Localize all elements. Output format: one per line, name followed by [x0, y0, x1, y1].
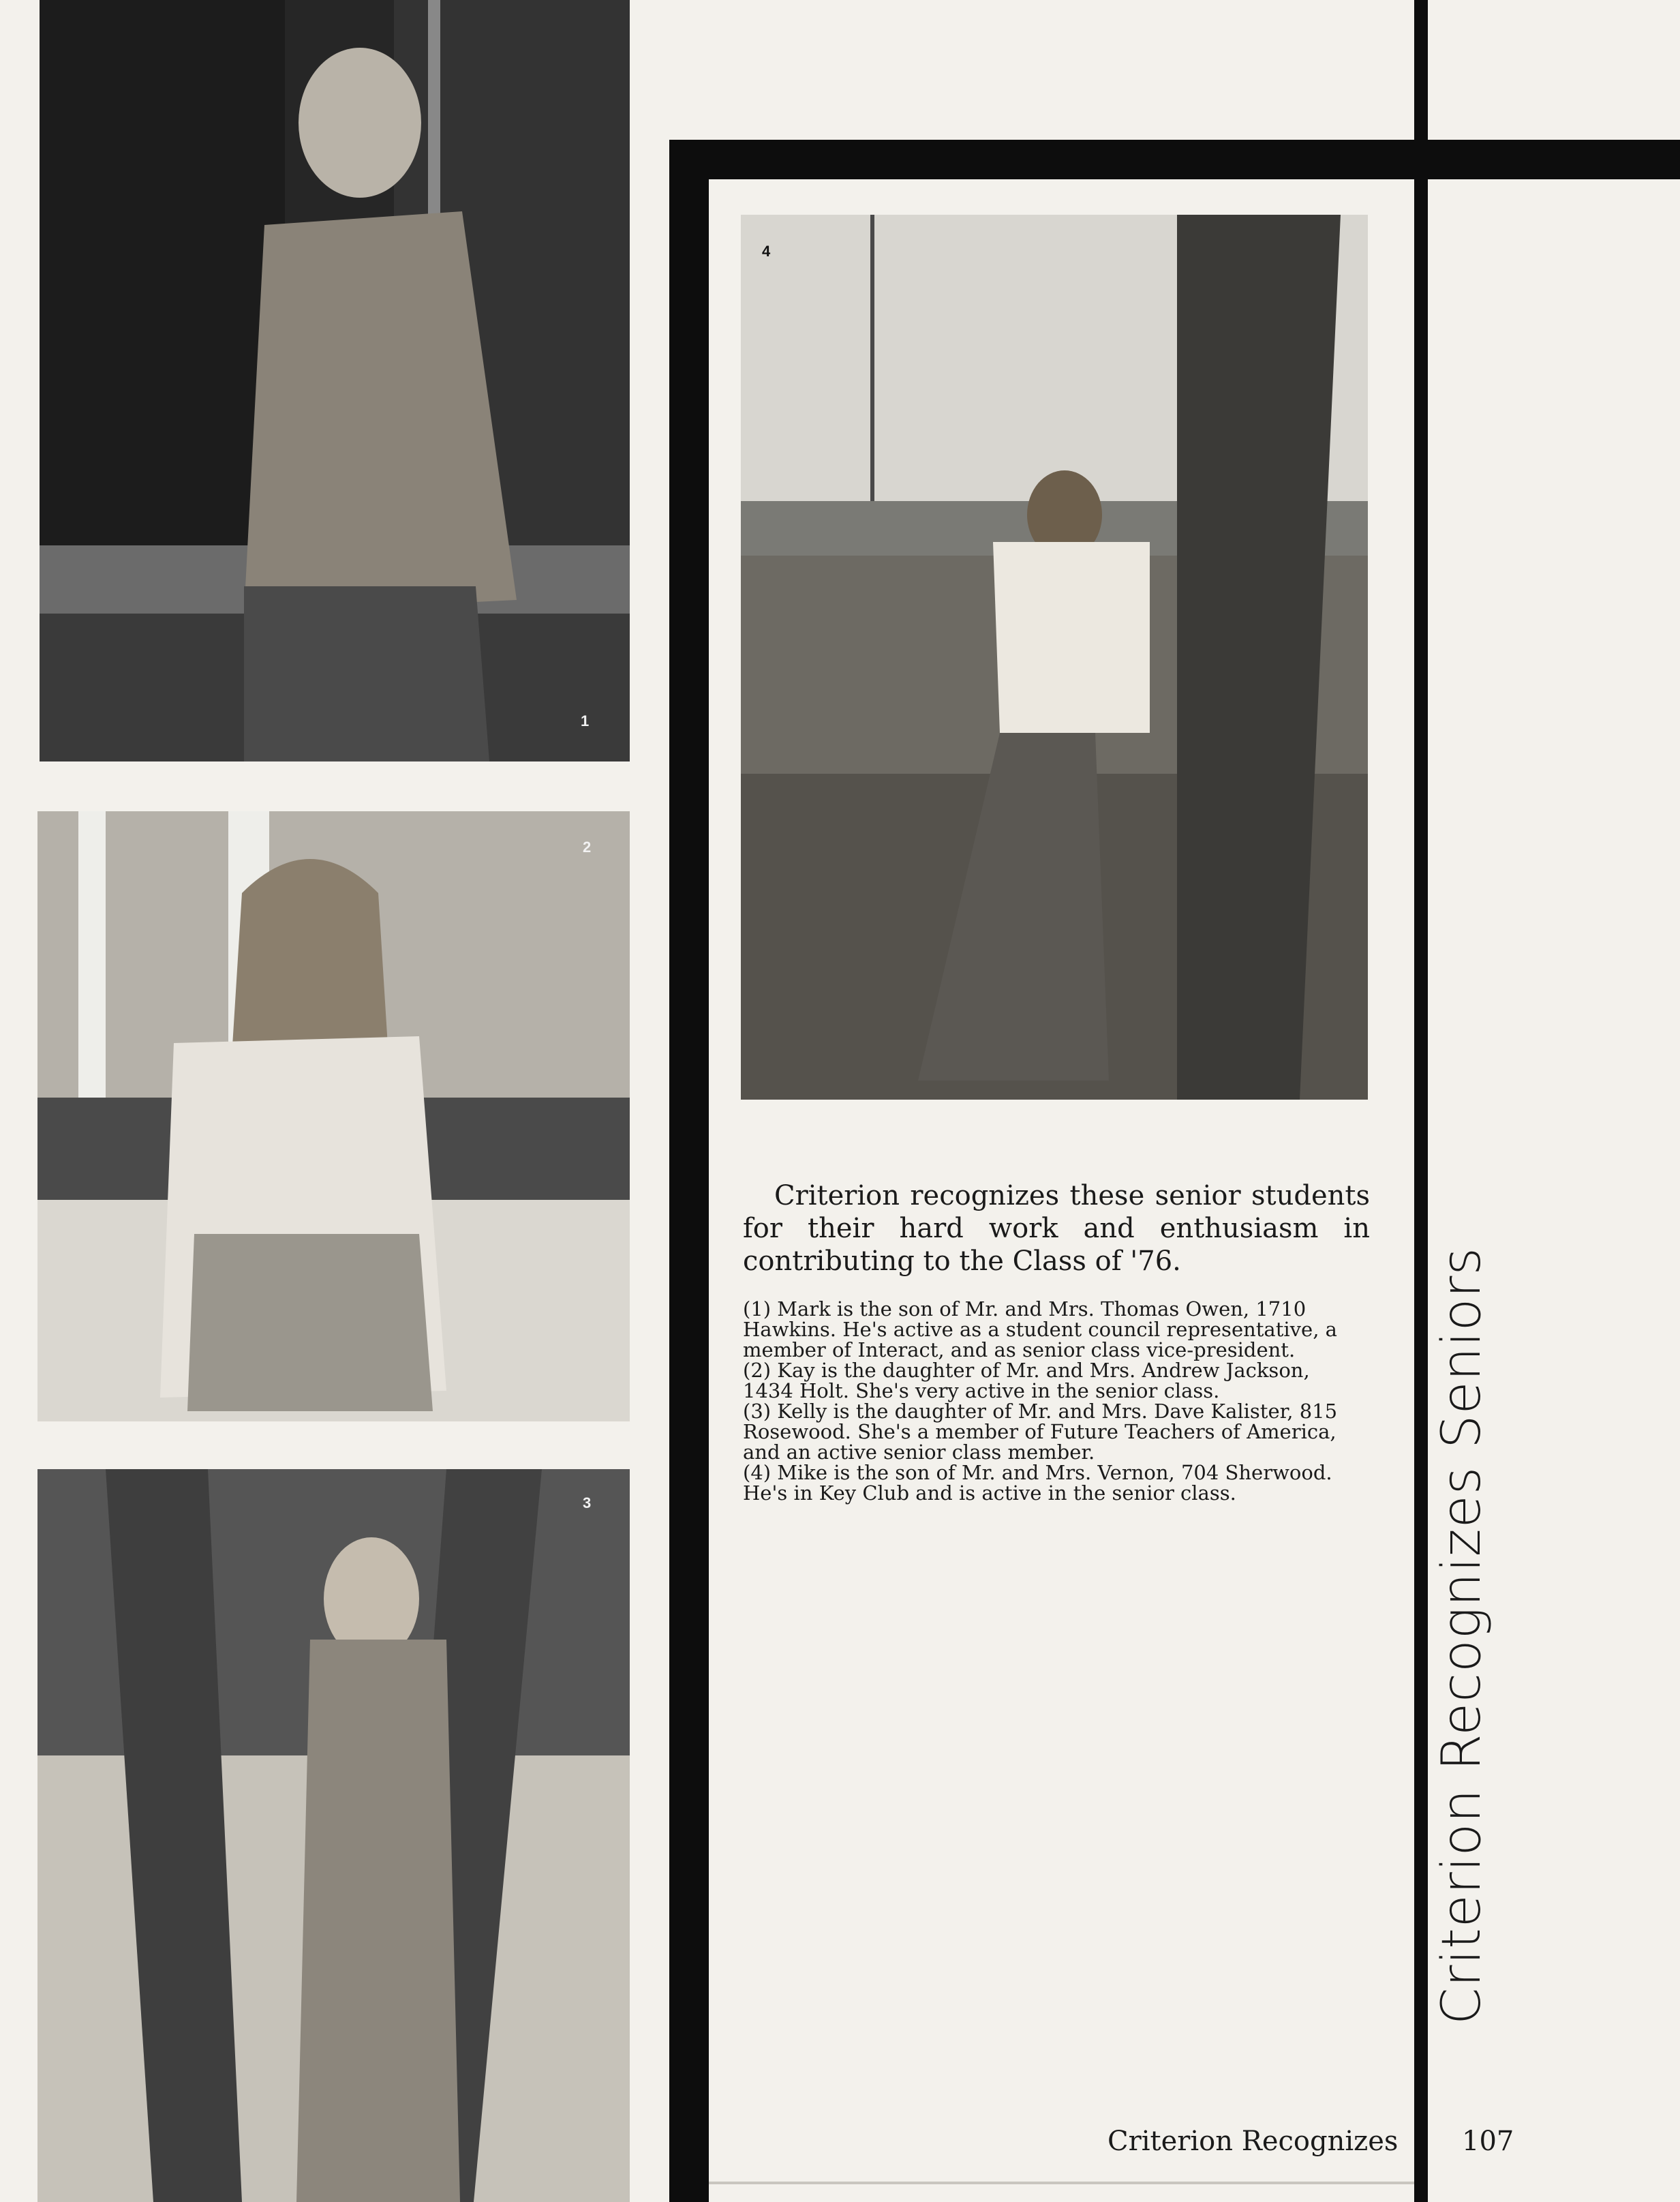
caption-3: (3) Kelly is the daughter of Mr. and Mrs. Dave Kalister, 815 Rosewood. She's a member of Future Teachers of America, and an active senior class member.: [743, 1400, 1338, 1464]
photo-4: [741, 215, 1368, 1100]
caption-4: (4) Mike is the son of Mr. and Mrs. Vernon, 704 Sherwood. He's in Key Club and is active in the senior class.: [743, 1461, 1332, 1505]
article-captions: [743, 1299, 1343, 1503]
photo-3-number: 3: [583, 1494, 592, 1511]
footer-label: Criterion Recognizes: [1108, 2126, 1399, 2157]
frame-bottom-rule: [709, 2182, 1414, 2184]
photo-2: [37, 811, 630, 1421]
photo-2-number: 2: [583, 839, 592, 856]
frame-left-bar: [669, 140, 709, 2202]
photo-3: [37, 1469, 630, 2202]
caption-2: (2) Kay is the daughter of Mr. and Mrs. Andrew Jackson, 1434 Holt. She's very active in the senior class.: [743, 1359, 1310, 1402]
frame-right-bar: [1414, 0, 1428, 2202]
article-lead: Criterion recognizes these senior students for their hard work and enthusiasm in contributing to the Class of '76.: [743, 1180, 1370, 1277]
section-title: Criterion Recognizes Seniors: [1431, 1246, 1493, 2025]
photo-4-number: 4: [762, 243, 771, 260]
page-number: 107: [1462, 2126, 1514, 2157]
photo-1: [40, 0, 630, 761]
photo-1-number: 1: [581, 712, 590, 729]
frame-top-bar: [669, 140, 1680, 179]
caption-1: (1) Mark is the son of Mr. and Mrs. Thomas Owen, 1710 Hawkins. He's active as a student council representative, a member of Interact, and as senior class vice-president.: [743, 1297, 1337, 1361]
